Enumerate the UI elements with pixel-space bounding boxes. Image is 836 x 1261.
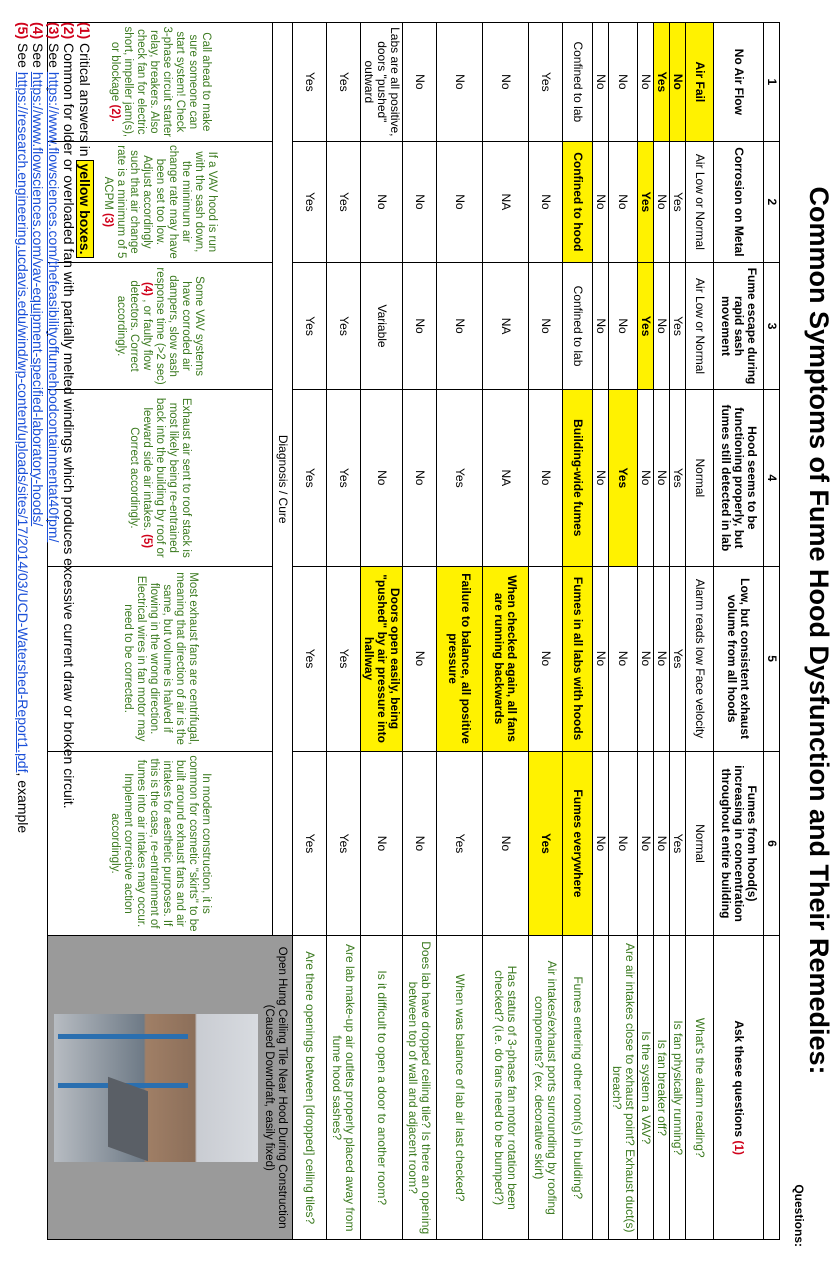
cell-r3-c6: No	[638, 751, 654, 936]
cell-r5-c4: No	[593, 390, 609, 567]
table-row	[638, 23, 654, 1240]
question-r6: Fumes entering other room(s) in building?	[563, 936, 593, 1240]
col-number-4: 4	[764, 390, 780, 567]
photo-cell	[48, 936, 293, 1240]
header-fumes-in-lab: Hood seems to be functioning properly, but fumes still detected in lab	[714, 390, 764, 567]
col-number-2: 2	[764, 141, 780, 262]
cell-r4-c2: No	[609, 141, 638, 262]
cell-r12-c6: Yes	[327, 751, 361, 936]
cell-r10-c4: No	[403, 390, 437, 567]
cell-r4-c5: No	[609, 566, 638, 751]
cell-r2-c3: No	[654, 263, 670, 390]
cell-r5-c1: No	[593, 23, 609, 142]
cell-r4-c4: Yes	[609, 390, 638, 567]
footnote-3	[46, 22, 62, 833]
cell-r7-c6: Yes	[529, 751, 563, 936]
cell-r9-c6: Yes	[437, 751, 483, 936]
cell-r3-c5: No	[638, 566, 654, 751]
cell-r4-c6: No	[609, 751, 638, 936]
hood-shape	[108, 1076, 148, 1161]
question-r12: Are lab make-up air outlets properly placed away from fume hood sashes?	[327, 936, 361, 1240]
cell-r11-c5: Doors open easily, being "pushed" by air pressure into hallway	[361, 566, 403, 751]
footnote-number: (1)	[77, 22, 93, 43]
footnote-1	[77, 22, 93, 833]
cell-r3-c1: No	[638, 23, 654, 142]
question-r13: Are there openings between [dropped] ceiling tiles?	[293, 936, 327, 1240]
cell-r13-c6: Yes	[293, 751, 327, 936]
header-building-fumes: Fumes from hood(s) increasing in concentration throughout entire building	[714, 751, 764, 936]
diagnosis-row	[272, 23, 292, 1240]
footnote-number: (4)	[30, 22, 47, 43]
cell-r9-c5: Failure to balance, all positive pressure	[437, 566, 483, 751]
header-no-air-flow: No Air Flow	[714, 23, 764, 142]
col-number-6: 6	[764, 751, 780, 936]
footnote-text: See	[46, 43, 62, 72]
cure-no-air-flow-part: Call ahead to make sure someone can start system! Check 3-phase circuit starter relay, breakers. Also check fan for electric short, impeller jam(s), or blockage	[108, 26, 212, 138]
photo-caption: Open Hung Ceiling Tile Near Hood During Construction (Caused Downdraft, easily fixed)	[263, 946, 288, 1229]
header-questions	[714, 936, 764, 1240]
header-low-exhaust: Low, but consistent exhaust volume from all hoods	[714, 566, 764, 751]
question-r8: Has status of 3-phase fan motor rotation been checked? (i.e. do fans need to be bumped?)	[483, 936, 529, 1240]
cell-r2-c4: No	[654, 390, 670, 567]
question-r1: Is fan physically running?	[670, 936, 686, 1240]
diagnosis-label: Diagnosis / Cure	[272, 23, 292, 936]
cell-r10-c6: No	[403, 751, 437, 936]
cell-r12-c2: Yes	[327, 141, 361, 262]
question-r9: When was balance of lab air last checked?	[437, 936, 483, 1240]
table-row	[327, 23, 361, 1240]
cell-r2-c1: Yes	[654, 23, 670, 142]
cell-r8-c4: NA	[483, 390, 529, 567]
cell-r10-c2: No	[403, 141, 437, 262]
cell-r7-c5: No	[529, 566, 563, 751]
cell-r12-c1: Yes	[327, 23, 361, 142]
table-row	[654, 23, 670, 1240]
cell-r9-c3: No	[437, 263, 483, 390]
question-r3: Is the system a VAV?	[638, 936, 654, 1240]
footnote-link[interactable]: https://www.flowsciences.com/thefeasibilityoffumehoodcontainmentat40fpm/	[46, 71, 62, 543]
footnote-text: See	[30, 43, 47, 72]
header-questions-text: Ask these questions	[732, 1020, 746, 1138]
question-r4: Are air intakes close to exhaust point? Exhaust duct(s) breach?	[609, 936, 638, 1240]
cell-r1-c1: No	[670, 23, 686, 142]
cell-r13-c3: Yes	[293, 263, 327, 390]
cell-r3-c2: Yes	[638, 141, 654, 262]
cell-r11-c4: No	[361, 390, 403, 567]
cell-r1-c5: Yes	[670, 566, 686, 751]
footnote-5	[15, 22, 31, 833]
yellow-box-label: yellow boxes.	[76, 160, 94, 257]
cell-r0-c2: Air Low or Normal	[686, 141, 714, 262]
footnote-number: (5)	[15, 22, 31, 43]
table-row	[593, 23, 609, 1240]
cell-r8-c5: When checked again, all fans are running backwards	[483, 566, 529, 751]
table-row	[670, 23, 686, 1240]
questions-label: Questions:	[792, 1184, 806, 1247]
col-number-5: 5	[764, 566, 780, 751]
ladder-shape	[58, 1034, 188, 1088]
cell-r6-c2: Confined to hood	[563, 141, 593, 262]
cell-r13-c2: Yes	[293, 141, 327, 262]
cell-r0-c1: Air Fail	[686, 23, 714, 142]
cell-r11-c6: No	[361, 751, 403, 936]
cell-r8-c6: No	[483, 751, 529, 936]
table-row	[361, 23, 403, 1240]
cell-r5-c2: No	[593, 141, 609, 262]
question-r7: Air intakes/exhaust ports surrounding by roofing components? (ex. decorative skirt)	[529, 936, 563, 1240]
cell-r11-c1: Labs are all positive, doors "pushed" outward	[361, 23, 403, 142]
question-r2: Is fan breaker off?	[654, 936, 670, 1240]
footnote-suffix: , example	[15, 772, 31, 834]
cell-r1-c4: Yes	[670, 390, 686, 567]
cell-r12-c5: Yes	[327, 566, 361, 751]
table-row	[563, 23, 593, 1240]
header-fume-escape: Fume escape during rapid sash movement	[714, 263, 764, 390]
cell-r13-c4: Yes	[293, 390, 327, 567]
footnote-link[interactable]: https://research.engineering.ucdavis.edu/wind/wp-content/uploads/sites/17/2014/03/UCD-Watershed-Report1.pdf	[15, 71, 31, 773]
table-row	[686, 23, 714, 1240]
cell-r9-c4: Yes	[437, 390, 483, 567]
col-number-3: 3	[764, 263, 780, 390]
cell-r11-c2: No	[361, 141, 403, 262]
ceiling-photo	[54, 1014, 258, 1162]
cell-r13-c5: Yes	[293, 566, 327, 751]
cure-low-exhaust-part: Most exhaust fans are centrifugal, meaning that direction of air is the same, but volume is halved if flowing in the wrong direction. Electrical wires in fan motor may need to be corrected.	[121, 572, 199, 745]
cell-r2-c2: No	[654, 141, 670, 262]
cell-r13-c1: Yes	[293, 23, 327, 142]
cell-r0-c6: Normal	[686, 751, 714, 936]
cell-r6-c1: Confined to lab	[563, 23, 593, 142]
cell-r11-c3: Variable	[361, 263, 403, 390]
cure-corrosion-part: (3)	[102, 213, 115, 228]
cell-r5-c6: No	[593, 751, 609, 936]
cure-building-fumes-part: In modern construction, it is common for cosmetic "skirts" to be built around exhaust fans and air intakes for aesthetic purposes. If this is the case, re-entrainment of fumes into air intakes may occur. Implement corrective action accordingly.	[108, 755, 212, 932]
cure-fumes-in-lab-part: Correct accordingly.	[128, 427, 141, 529]
cure-corrosion-part: If a VAV hood is run with the sash down, the minimum air change rate may have been set too low. Adjust accordingly such that air change rate is a minimum of 5 ACPM	[102, 144, 219, 259]
cell-r7-c3: No	[529, 263, 563, 390]
cell-r1-c6: Yes	[670, 751, 686, 936]
question-r5	[593, 936, 609, 1240]
cell-r0-c4: Normal	[686, 390, 714, 567]
table-row	[293, 23, 327, 1240]
cell-r6-c4: Building-wide fumes	[563, 390, 593, 567]
footnote-4	[30, 22, 46, 833]
cell-r6-c5: Fumes in all labs with hoods	[563, 566, 593, 751]
cure-fume-escape-part: , or faulty flow detectors. Correct accordingly.	[115, 280, 154, 372]
cell-r4-c3: No	[609, 263, 638, 390]
cure-no-air-flow-part: (2).	[108, 104, 121, 122]
question-r11: Is it difficult to open a door to another room?	[361, 936, 403, 1240]
col-number-1: 1	[764, 23, 780, 142]
cell-r2-c5: No	[654, 566, 670, 751]
page-title: Common Symptoms of Fume Hood Dysfunction and Their Remedies:	[804, 186, 834, 1075]
table-row	[437, 23, 483, 1240]
footnote-text: Common for older or overloaded fan with partially melted windings which produces excessive current draw or broken circuit.	[61, 43, 78, 809]
cell-r5-c3: No	[593, 263, 609, 390]
cell-r0-c3: Air Low or Normal	[686, 263, 714, 390]
cell-r10-c1: No	[403, 23, 437, 142]
cell-r9-c1: No	[437, 23, 483, 142]
table-row	[403, 23, 437, 1240]
header-questions-ref: (1)	[732, 1140, 746, 1156]
question-r10: Does lab have dropped ceiling tile? Is there an opening between top of wall and adjacent room?	[403, 936, 437, 1240]
footnote-text: Critical answers in	[77, 43, 93, 161]
symptom-table	[47, 22, 780, 1240]
table-row	[609, 23, 638, 1240]
cell-r8-c3: NA	[483, 263, 529, 390]
cell-r6-c6: Fumes everywhere	[563, 751, 593, 936]
cell-r7-c2: No	[529, 141, 563, 262]
cell-r1-c2: Yes	[670, 141, 686, 262]
cell-r3-c4: No	[638, 390, 654, 567]
cell-r6-c3: Confined to lab	[563, 263, 593, 390]
footnote-2	[61, 22, 77, 833]
footnote-link[interactable]: https://www.flowsciences.com/vav-equipment-specified-laboratory-hoods/	[30, 71, 47, 527]
table-row	[483, 23, 529, 1240]
cell-r1-c3: Yes	[670, 263, 686, 390]
cell-r0-c5: Alarm reads low Face velocity	[686, 566, 714, 751]
table-body	[48, 23, 780, 1240]
cell-r10-c5: No	[403, 566, 437, 751]
cell-r8-c2: NA	[483, 141, 529, 262]
cure-fume-escape-part: (4)	[141, 281, 154, 296]
cell-r7-c1: Yes	[529, 23, 563, 142]
cell-r8-c1: No	[483, 23, 529, 142]
cell-r12-c4: Yes	[327, 390, 361, 567]
question-r0: What's the alarm reading?	[686, 936, 714, 1240]
table-row	[529, 23, 563, 1240]
cell-r12-c3: Yes	[327, 263, 361, 390]
footnote-text: See	[15, 43, 31, 72]
cure-fumes-in-lab-part: (5)	[141, 534, 154, 549]
cell-r10-c3: No	[403, 263, 437, 390]
cure-fumes-in-lab-part: Exhaust air sent to roof stack is most likely being re-entrained back into the building by roof or leeward side air intakes.	[141, 397, 193, 558]
cell-r7-c4: No	[529, 390, 563, 567]
cure-fume-escape-part: Some VAV systems have corroded air dampers, slow sash response time (>2 sec)	[154, 267, 206, 385]
cell-r2-c6: No	[654, 751, 670, 936]
cell-r3-c3: Yes	[638, 263, 654, 390]
col-number-q	[764, 936, 780, 1240]
header-corrosion: Corrosion on Metal	[714, 141, 764, 262]
cell-r9-c2: No	[437, 141, 483, 262]
footnotes	[15, 22, 93, 833]
cell-r5-c5: No	[593, 566, 609, 751]
cell-r4-c1: No	[609, 23, 638, 142]
footnote-number: (3)	[46, 22, 62, 43]
footnote-number: (2)	[61, 22, 78, 43]
